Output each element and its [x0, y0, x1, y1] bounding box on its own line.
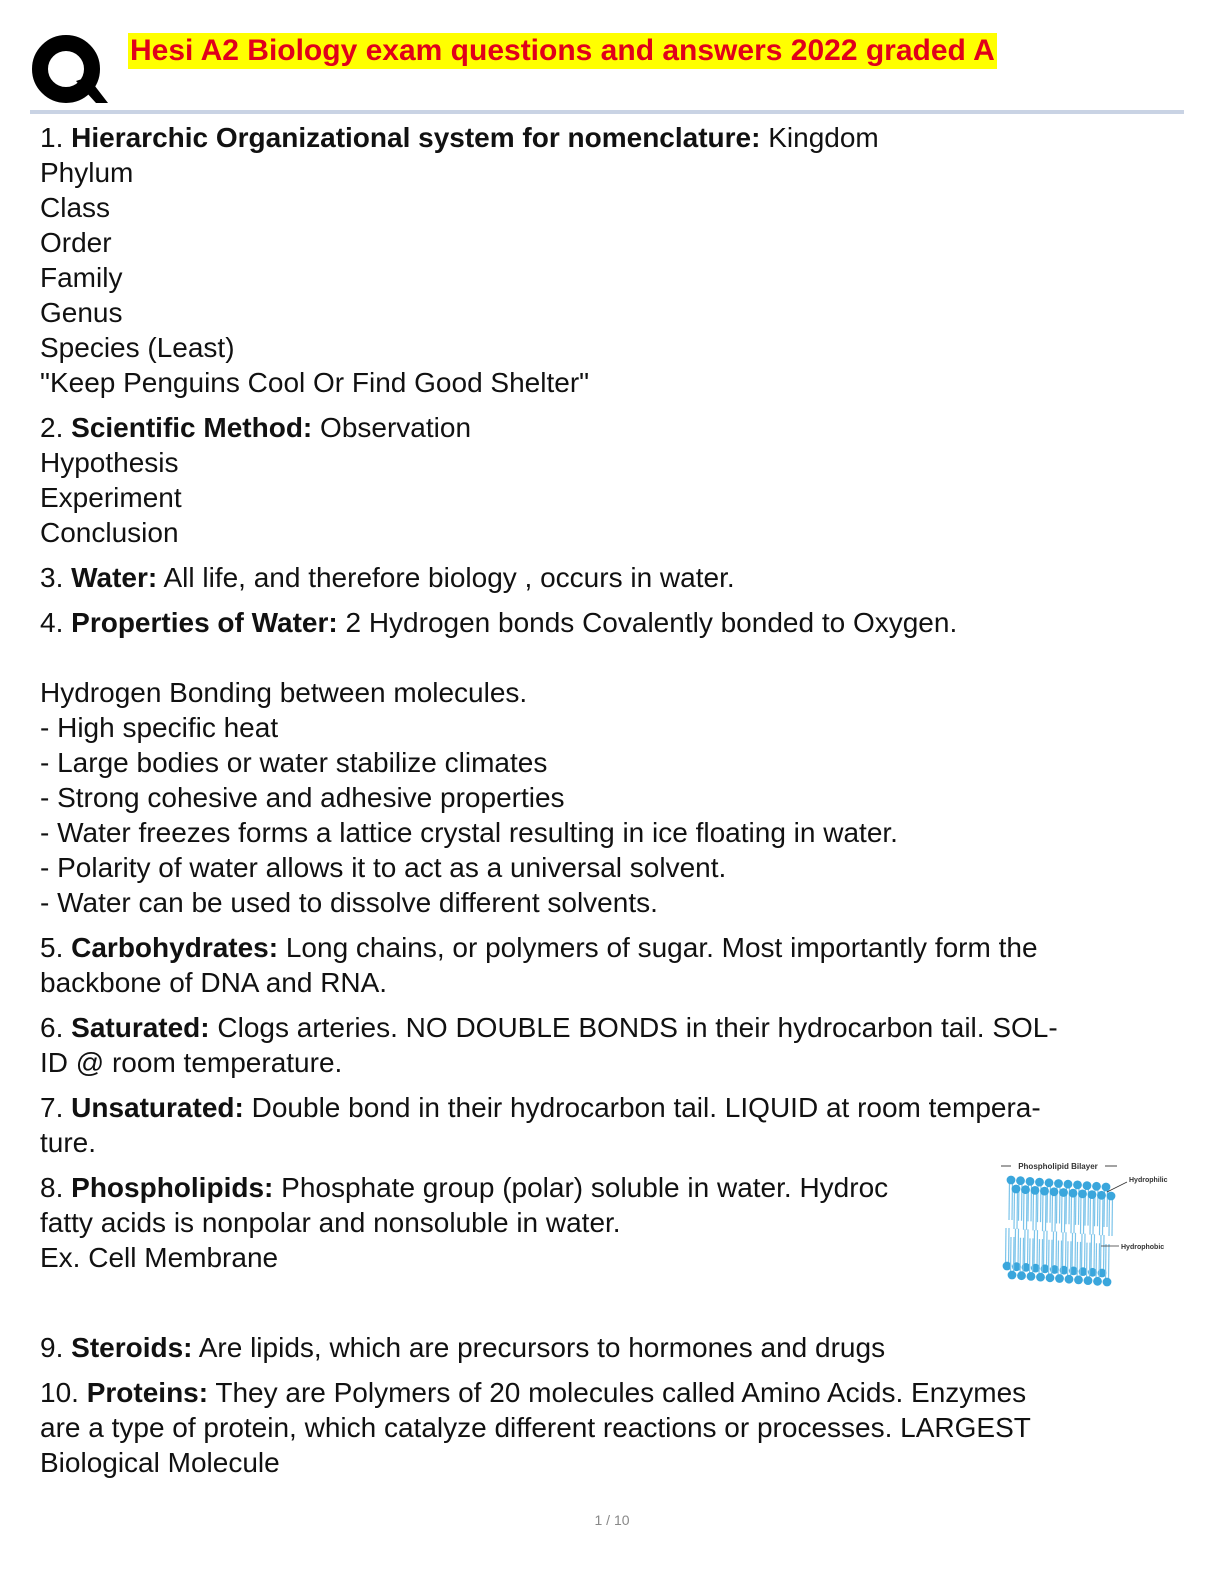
document-title: Hesi A2 Biology exam questions and answers 2022 graded A — [130, 34, 995, 67]
lipid-tail — [1074, 1193, 1075, 1233]
answer-line: Ex. Cell Membrane — [40, 1242, 279, 1273]
answer-line: fatty acids is nonpolar and nonsoluble in water. — [40, 1207, 621, 1238]
lipid-tail — [1107, 1187, 1108, 1227]
lipid-head — [1027, 1272, 1036, 1281]
lipid-tail — [1109, 1196, 1110, 1236]
lipid-tail — [1058, 1241, 1059, 1279]
lipid-tail — [1100, 1195, 1101, 1235]
lipid-tail — [1104, 1235, 1105, 1273]
question-term: Steroids: — [71, 1332, 193, 1363]
lipid-tail — [1014, 1189, 1015, 1229]
lipid-tail — [1062, 1193, 1063, 1233]
answer-line: Class — [40, 192, 111, 223]
lipid-tail — [1011, 1237, 1012, 1275]
question-term: Unsaturated: — [71, 1092, 244, 1123]
lipid-tail — [1020, 1238, 1021, 1276]
lipid-tail — [1018, 1229, 1019, 1267]
lipid-tail — [1071, 1241, 1072, 1279]
phospholipid-bilayer-figure — [995, 1158, 1170, 1298]
lipid-tail — [1033, 1190, 1034, 1230]
answer-line: Species (Least) — [40, 332, 235, 363]
lipid-tail — [1014, 1237, 1015, 1275]
lipid-tail — [1079, 1185, 1080, 1225]
lipid-head — [1012, 1185, 1021, 1194]
lipid-tail — [1061, 1241, 1062, 1279]
answer-text: 2 Hydrogen bonds Covalently bonded to Oxygen. — [345, 607, 958, 638]
answer-line: - Water can be used to dissolve different solvents. — [40, 887, 658, 918]
lipid-tail — [1075, 1233, 1076, 1271]
lipid-tail — [1101, 1235, 1102, 1273]
lipid-tail — [1022, 1181, 1023, 1221]
lipid-tail — [1043, 1191, 1044, 1231]
lipid-tail — [1090, 1243, 1091, 1281]
answer-line: Genus — [40, 297, 123, 328]
lipid-tail — [1036, 1190, 1037, 1230]
answer-text: All life, and therefore biology , occurs in water. — [163, 562, 735, 593]
answer-text: Kingdom — [768, 122, 879, 153]
lipid-tail — [1052, 1192, 1053, 1232]
answer-line: - Strong cohesive and adhesive properties — [40, 782, 565, 813]
lipid-head — [1016, 1176, 1025, 1185]
lipid-tail — [1068, 1241, 1069, 1279]
lipid-tail — [1050, 1183, 1051, 1223]
lipid-tail — [1094, 1234, 1095, 1272]
lipid-head — [1078, 1190, 1087, 1199]
lipid-head — [1059, 1188, 1068, 1197]
answer-text: Clogs arteries. NO DOUBLE BONDS in their hydrocarbon tail. SOL- — [217, 1012, 1058, 1043]
lipid-head — [1088, 1190, 1097, 1199]
lipid-tail — [1099, 1243, 1100, 1281]
answer-line: "Keep Penguins Cool Or Find Good Shelter" — [40, 367, 590, 398]
answer-text: Long chains, or polymers of sugar. Most importantly form the — [285, 932, 1038, 963]
question-term: Water: — [71, 562, 158, 593]
blank-line — [40, 640, 1180, 675]
lipid-head — [1046, 1273, 1055, 1282]
question-2 — [40, 410, 1180, 550]
lipid-head — [1103, 1278, 1112, 1287]
lipid-tail — [1055, 1192, 1056, 1232]
lipid-tail — [1103, 1195, 1104, 1235]
lipid-tail — [1034, 1230, 1035, 1268]
lipid-tail — [1052, 1240, 1053, 1278]
answer-line: backbone of DNA and RNA. — [40, 967, 388, 998]
question-3 — [40, 560, 1180, 595]
lipid-tail — [1041, 1182, 1042, 1222]
lipid-tail — [1024, 1190, 1025, 1230]
question-term: Hierarchic Organizational system for nomenclature: — [71, 122, 761, 153]
question-term: Saturated: — [71, 1012, 210, 1043]
lipid-head — [1074, 1276, 1083, 1285]
lipid-head — [1069, 1189, 1078, 1198]
question-1 — [40, 120, 1180, 400]
lipid-head — [1073, 1181, 1082, 1190]
lipid-tail — [1096, 1243, 1097, 1281]
lipid-tail — [1106, 1244, 1107, 1282]
lipid-tail — [1091, 1234, 1092, 1272]
lipid-tail — [1047, 1231, 1048, 1269]
question-term: Proteins: — [86, 1377, 209, 1408]
lipid-head — [1021, 1185, 1030, 1194]
answer-line: Experiment — [40, 482, 182, 513]
lipid-head — [1107, 1192, 1116, 1201]
figure-title: Phospholipid Bilayer — [1018, 1162, 1098, 1171]
question-number: 3. — [40, 562, 64, 593]
lipid-tail — [1088, 1186, 1089, 1226]
lipid-tail — [1082, 1234, 1083, 1272]
lipid-tail — [1098, 1186, 1099, 1226]
answer-line: are a type of protein, which catalyze different reactions or processes. LARGEST — [40, 1412, 1031, 1443]
answer-text: They are Polymers of 20 molecules called Amino Acids. Enzymes — [215, 1377, 1027, 1408]
question-number: 7. — [40, 1092, 64, 1123]
lipid-head — [1102, 1183, 1111, 1192]
answer-line: - Water freezes forms a lattice crystal resulting in ice floating in water. — [40, 817, 898, 848]
lipid-tail — [1072, 1233, 1073, 1271]
lipid-tail — [1046, 1191, 1047, 1231]
lipid-tail — [1030, 1238, 1031, 1276]
lipid-tail — [1049, 1240, 1050, 1278]
lipid-tail — [1015, 1229, 1016, 1267]
question-number: 9. — [40, 1332, 64, 1363]
hydrophilic-label: Hydrophilic — [1129, 1177, 1168, 1184]
question-number: 10. — [40, 1377, 79, 1408]
lipid-tail — [1112, 1196, 1113, 1236]
lipid-head — [1054, 1179, 1063, 1188]
lipid-tail — [1093, 1195, 1094, 1235]
question-10 — [40, 1375, 1180, 1480]
lipid-tail — [1039, 1239, 1040, 1277]
lipid-head — [1093, 1277, 1102, 1286]
answer-line: Family — [40, 262, 123, 293]
lipid-head — [1036, 1273, 1045, 1282]
question-5 — [40, 930, 1180, 1000]
lipid-tail — [1031, 1181, 1032, 1221]
question-number: 8. — [40, 1172, 64, 1203]
answer-line: Hydrogen Bonding between molecules. — [40, 677, 528, 708]
answer-line: - Polarity of water allows it to act as a universal solvent. — [40, 852, 727, 883]
question-list — [40, 120, 1180, 1480]
lipid-head — [1083, 1181, 1092, 1190]
lipid-tail — [1085, 1234, 1086, 1272]
answer-line: Hypothesis — [40, 447, 179, 478]
question-6 — [40, 1010, 1180, 1080]
lipid-tail — [1084, 1194, 1085, 1234]
lipid-tail — [1063, 1232, 1064, 1270]
answer-line: Conclusion — [40, 517, 179, 548]
question-term: Properties of Water: — [71, 607, 338, 638]
lipid-head — [1026, 1177, 1035, 1186]
lipid-tail — [1044, 1231, 1045, 1269]
lipid-tail — [1009, 1180, 1010, 1220]
answer-line: ture. — [40, 1127, 97, 1158]
lipid-tail — [1027, 1190, 1028, 1230]
lipid-tail — [1042, 1239, 1043, 1277]
lipid-tail — [1025, 1229, 1026, 1267]
lipid-tail — [1065, 1193, 1066, 1233]
lipid-head — [1017, 1271, 1026, 1280]
lipid-tail — [1056, 1232, 1057, 1270]
q-logo-icon — [30, 33, 108, 105]
lipid-head — [1055, 1274, 1064, 1283]
lipid-head — [1008, 1271, 1017, 1280]
hydrophobic-label: Hydrophobic — [1121, 1244, 1165, 1251]
lipid-head — [1084, 1276, 1093, 1285]
lipid-head — [1035, 1178, 1044, 1187]
lipid-tail — [1023, 1238, 1024, 1276]
lipid-tail — [1012, 1180, 1013, 1220]
lipid-head — [1050, 1187, 1059, 1196]
lipid-head — [1045, 1178, 1054, 1187]
lipid-tail — [1081, 1194, 1082, 1234]
answer-text: Are lipids, which are precursors to hormones and drugs — [198, 1332, 886, 1363]
bilayer-molecules — [1003, 1176, 1116, 1287]
lipid-head — [1065, 1275, 1074, 1284]
answer-line: Order — [40, 227, 112, 258]
header-divider — [30, 110, 1184, 114]
lipid-tail — [1009, 1228, 1010, 1266]
lipid-tail — [1069, 1184, 1070, 1224]
lipid-head — [1031, 1186, 1040, 1195]
lipid-head — [1097, 1191, 1106, 1200]
question-9 — [40, 1330, 1180, 1365]
question-term: Phospholipids: — [71, 1172, 274, 1203]
question-number: 2. — [40, 412, 64, 443]
lipid-head — [1040, 1187, 1049, 1196]
lipid-tail — [1053, 1232, 1054, 1270]
question-term: Carbohydrates: — [71, 932, 279, 963]
lipid-tail — [1033, 1238, 1034, 1276]
lipid-tail — [1037, 1230, 1038, 1268]
question-8 — [40, 1162, 1180, 1275]
lipid-tail — [1090, 1195, 1091, 1235]
page-number: 1 / 10 — [594, 1512, 630, 1528]
answer-text: Phosphate group (polar) soluble in water. Hydroc — [281, 1172, 889, 1203]
lipid-tail — [1080, 1242, 1081, 1280]
lipid-head — [1092, 1182, 1101, 1191]
lipid-tail — [1028, 1229, 1029, 1267]
lipid-tail — [1006, 1228, 1007, 1266]
question-7 — [40, 1090, 1180, 1160]
answer-line: - Large bodies or water stabilize climates — [40, 747, 548, 778]
lipid-tail — [1077, 1242, 1078, 1280]
question-number: 6. — [40, 1012, 64, 1043]
question-number: 4. — [40, 607, 64, 638]
lipid-tail — [1066, 1232, 1067, 1270]
lipid-tail — [1087, 1243, 1088, 1281]
answer-line: - High specific heat — [40, 712, 279, 743]
lipid-tail — [1017, 1189, 1018, 1229]
answer-text: Double bond in their hydrocarbon tail. LIQUID at room tempera- — [251, 1092, 1041, 1123]
answer-line: Biological Molecule — [40, 1447, 280, 1478]
question-number: 5. — [40, 932, 64, 963]
lipid-head — [1007, 1176, 1016, 1185]
lipid-tail — [1060, 1184, 1061, 1224]
question-number: 1. — [40, 122, 64, 153]
question-4 — [40, 605, 1180, 920]
answer-text: Observation — [320, 412, 472, 443]
question-term: Scientific Method: — [71, 412, 313, 443]
lipid-head — [1064, 1180, 1073, 1189]
lipid-tail — [1071, 1193, 1072, 1233]
lipid-tail — [1109, 1244, 1110, 1282]
answer-line: Phylum — [40, 157, 134, 188]
answer-line: ID @ room temperature. — [40, 1047, 343, 1078]
